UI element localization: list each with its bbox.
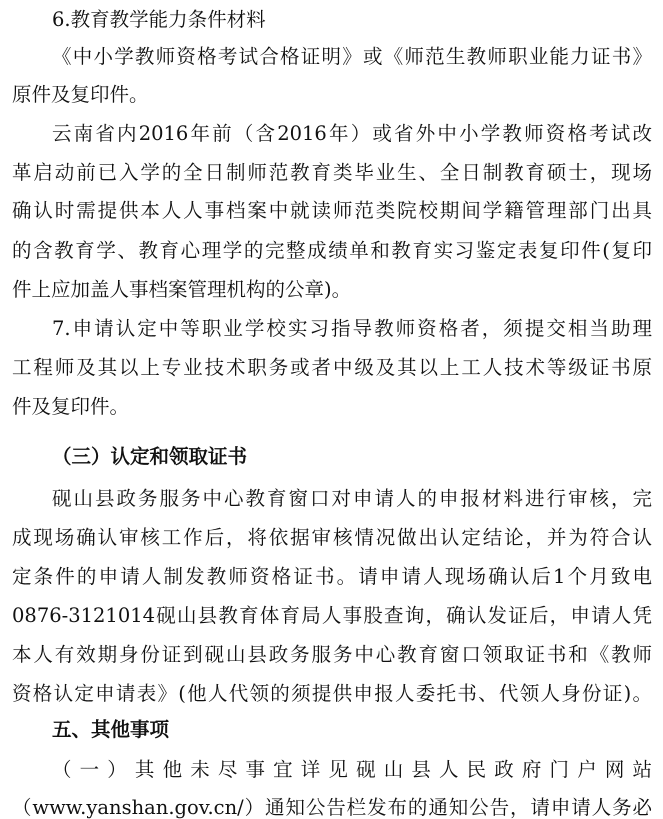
item-6-heading: 6.教育教学能力条件材料	[52, 8, 266, 31]
paragraph-line: 《中小学教师资格考试合格证明》或《师范生教师职业能力证书》	[52, 45, 652, 68]
paragraph-line: 成现场确认审核工作后，将依据审核情况做出认定结论，并为符合认	[12, 526, 652, 549]
paragraph-line: 云南省内2016年前（含2016年）或省外中小学教师资格考试改	[52, 122, 652, 145]
item-7-line: 7.申请认定中等职业学校实习指导教师资格者，须提交相当助理	[52, 317, 652, 340]
section-5-heading: 五、其他事项	[52, 718, 170, 741]
paragraph-line-url: （www.yanshan.gov.cn/）通知公告栏发布的通知公告，请申请人务必	[12, 796, 652, 819]
paragraph-line: 件上应加盖人事档案管理机构的公章)。	[12, 278, 352, 301]
paragraph-line: 革启动前已入学的全日制师范教育类毕业生、全日制教育硕士，现场	[12, 161, 652, 184]
paragraph-line: 件及复印件。	[12, 395, 130, 418]
paragraph-line: 原件及复印件。	[12, 83, 149, 106]
paragraph-line: 本人有效期身份证到砚山县政务服务中心教育窗口领取证书和《教师	[12, 643, 652, 666]
paragraph-line: 资格认定申请表》(他人代领的须提供申报人委托书、代领人身份证)。	[12, 682, 652, 705]
paragraph-line: 定条件的申请人制发教师资格证书。请申请人现场确认后1个月致电	[12, 565, 652, 588]
section-3-heading: （三）认定和领取证书	[52, 445, 248, 468]
paragraph-line: 确认时需提供本人人事档案中就读师范类院校期间学籍管理部门出具	[12, 199, 652, 222]
paragraph-line: 的含教育学、教育心理学的完整成绩单和教育实习鉴定表复印件(复印	[12, 239, 652, 262]
paragraph-line: 砚山县政务服务中心教育窗口对申请人的申报材料进行审核，完	[52, 487, 652, 510]
paragraph-line-phone: 0876-3121014砚山县教育体育局人事股查询，确认发证后，申请人凭	[12, 604, 652, 627]
paragraph-line: 工程师及其以上专业技术职务或者中级及其以上工人技术等级证书原	[12, 356, 652, 379]
paragraph-line: （一）其他未尽事宜详见砚山县人民政府门户网站	[52, 758, 652, 781]
